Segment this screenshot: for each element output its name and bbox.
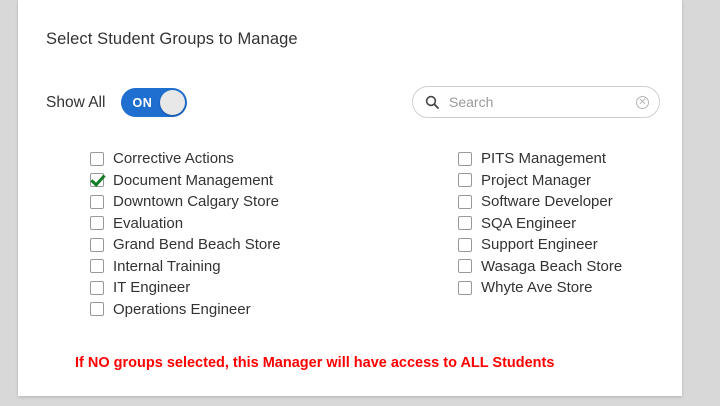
list-item[interactable] — [90, 170, 281, 191]
search-icon — [425, 95, 439, 109]
list-item-label: Whyte Ave Store — [481, 279, 593, 296]
search-input[interactable] — [447, 93, 636, 111]
list-item[interactable] — [90, 299, 281, 320]
checkbox-icon[interactable] — [90, 152, 104, 166]
list-item[interactable] — [90, 277, 281, 298]
toggle-knob — [160, 90, 185, 115]
checkbox-icon[interactable] — [90, 238, 104, 252]
checkbox-icon[interactable] — [458, 152, 472, 166]
list-item-label: IT Engineer — [113, 279, 191, 296]
list-item[interactable] — [90, 256, 281, 277]
list-item-label: Evaluation — [113, 214, 184, 232]
list-item-label: Support Engineer — [481, 236, 598, 253]
list-item[interactable] — [458, 234, 622, 255]
checkbox-icon[interactable] — [90, 195, 104, 209]
checkbox-icon[interactable] — [90, 281, 104, 295]
list-item-label: Project Manager — [481, 171, 592, 189]
list-item[interactable] — [458, 277, 622, 298]
list-item[interactable] — [458, 191, 622, 212]
list-item[interactable] — [458, 148, 622, 169]
checkbox-icon[interactable] — [458, 281, 472, 295]
list-item[interactable] — [458, 170, 622, 191]
clear-search-icon[interactable]: ✕ — [636, 96, 649, 109]
checkbox-icon[interactable] — [458, 259, 472, 273]
list-item[interactable] — [458, 256, 622, 277]
list-item-label: PITS Management — [481, 150, 607, 167]
list-item-label: Wasaga Beach Store — [481, 257, 623, 275]
list-item-label: Corrective Actions — [113, 150, 234, 167]
no-groups-warning: If NO groups selected, this Manager will have access to ALL Students — [75, 355, 555, 371]
page-title: Select Student Groups to Manage — [46, 30, 298, 48]
checkbox-icon[interactable] — [90, 173, 104, 187]
checkbox-icon[interactable] — [458, 216, 472, 230]
checkbox-icon[interactable] — [458, 173, 472, 187]
list-item[interactable] — [90, 213, 281, 234]
search-box[interactable] — [412, 86, 660, 118]
checkbox-icon[interactable] — [90, 216, 104, 230]
list-item-label: SQA Engineer — [481, 214, 577, 232]
list-item-label: Document Management — [113, 171, 274, 189]
list-item-label: Software Developer — [481, 193, 613, 210]
list-item[interactable] — [90, 234, 281, 255]
groups-column-left — [90, 148, 281, 320]
checkbox-icon[interactable] — [90, 302, 104, 316]
list-item-label: Grand Bend Beach Store — [113, 236, 281, 253]
list-item[interactable] — [90, 191, 281, 212]
show-all-row — [46, 88, 187, 117]
list-item[interactable] — [90, 148, 281, 169]
list-item[interactable] — [458, 213, 622, 234]
list-item-label: Operations Engineer — [113, 300, 251, 318]
toggle-state-label: ON — [132, 95, 153, 110]
groups-column-right — [458, 148, 622, 299]
list-item-label: Downtown Calgary Store — [113, 193, 279, 210]
student-groups-panel — [18, 0, 682, 396]
checkbox-icon[interactable] — [90, 259, 104, 273]
list-item-label: Internal Training — [113, 257, 221, 275]
checkbox-icon[interactable] — [458, 195, 472, 209]
checkbox-icon[interactable] — [458, 238, 472, 252]
show-all-label: Show All — [46, 93, 106, 111]
show-all-toggle[interactable] — [121, 88, 187, 117]
